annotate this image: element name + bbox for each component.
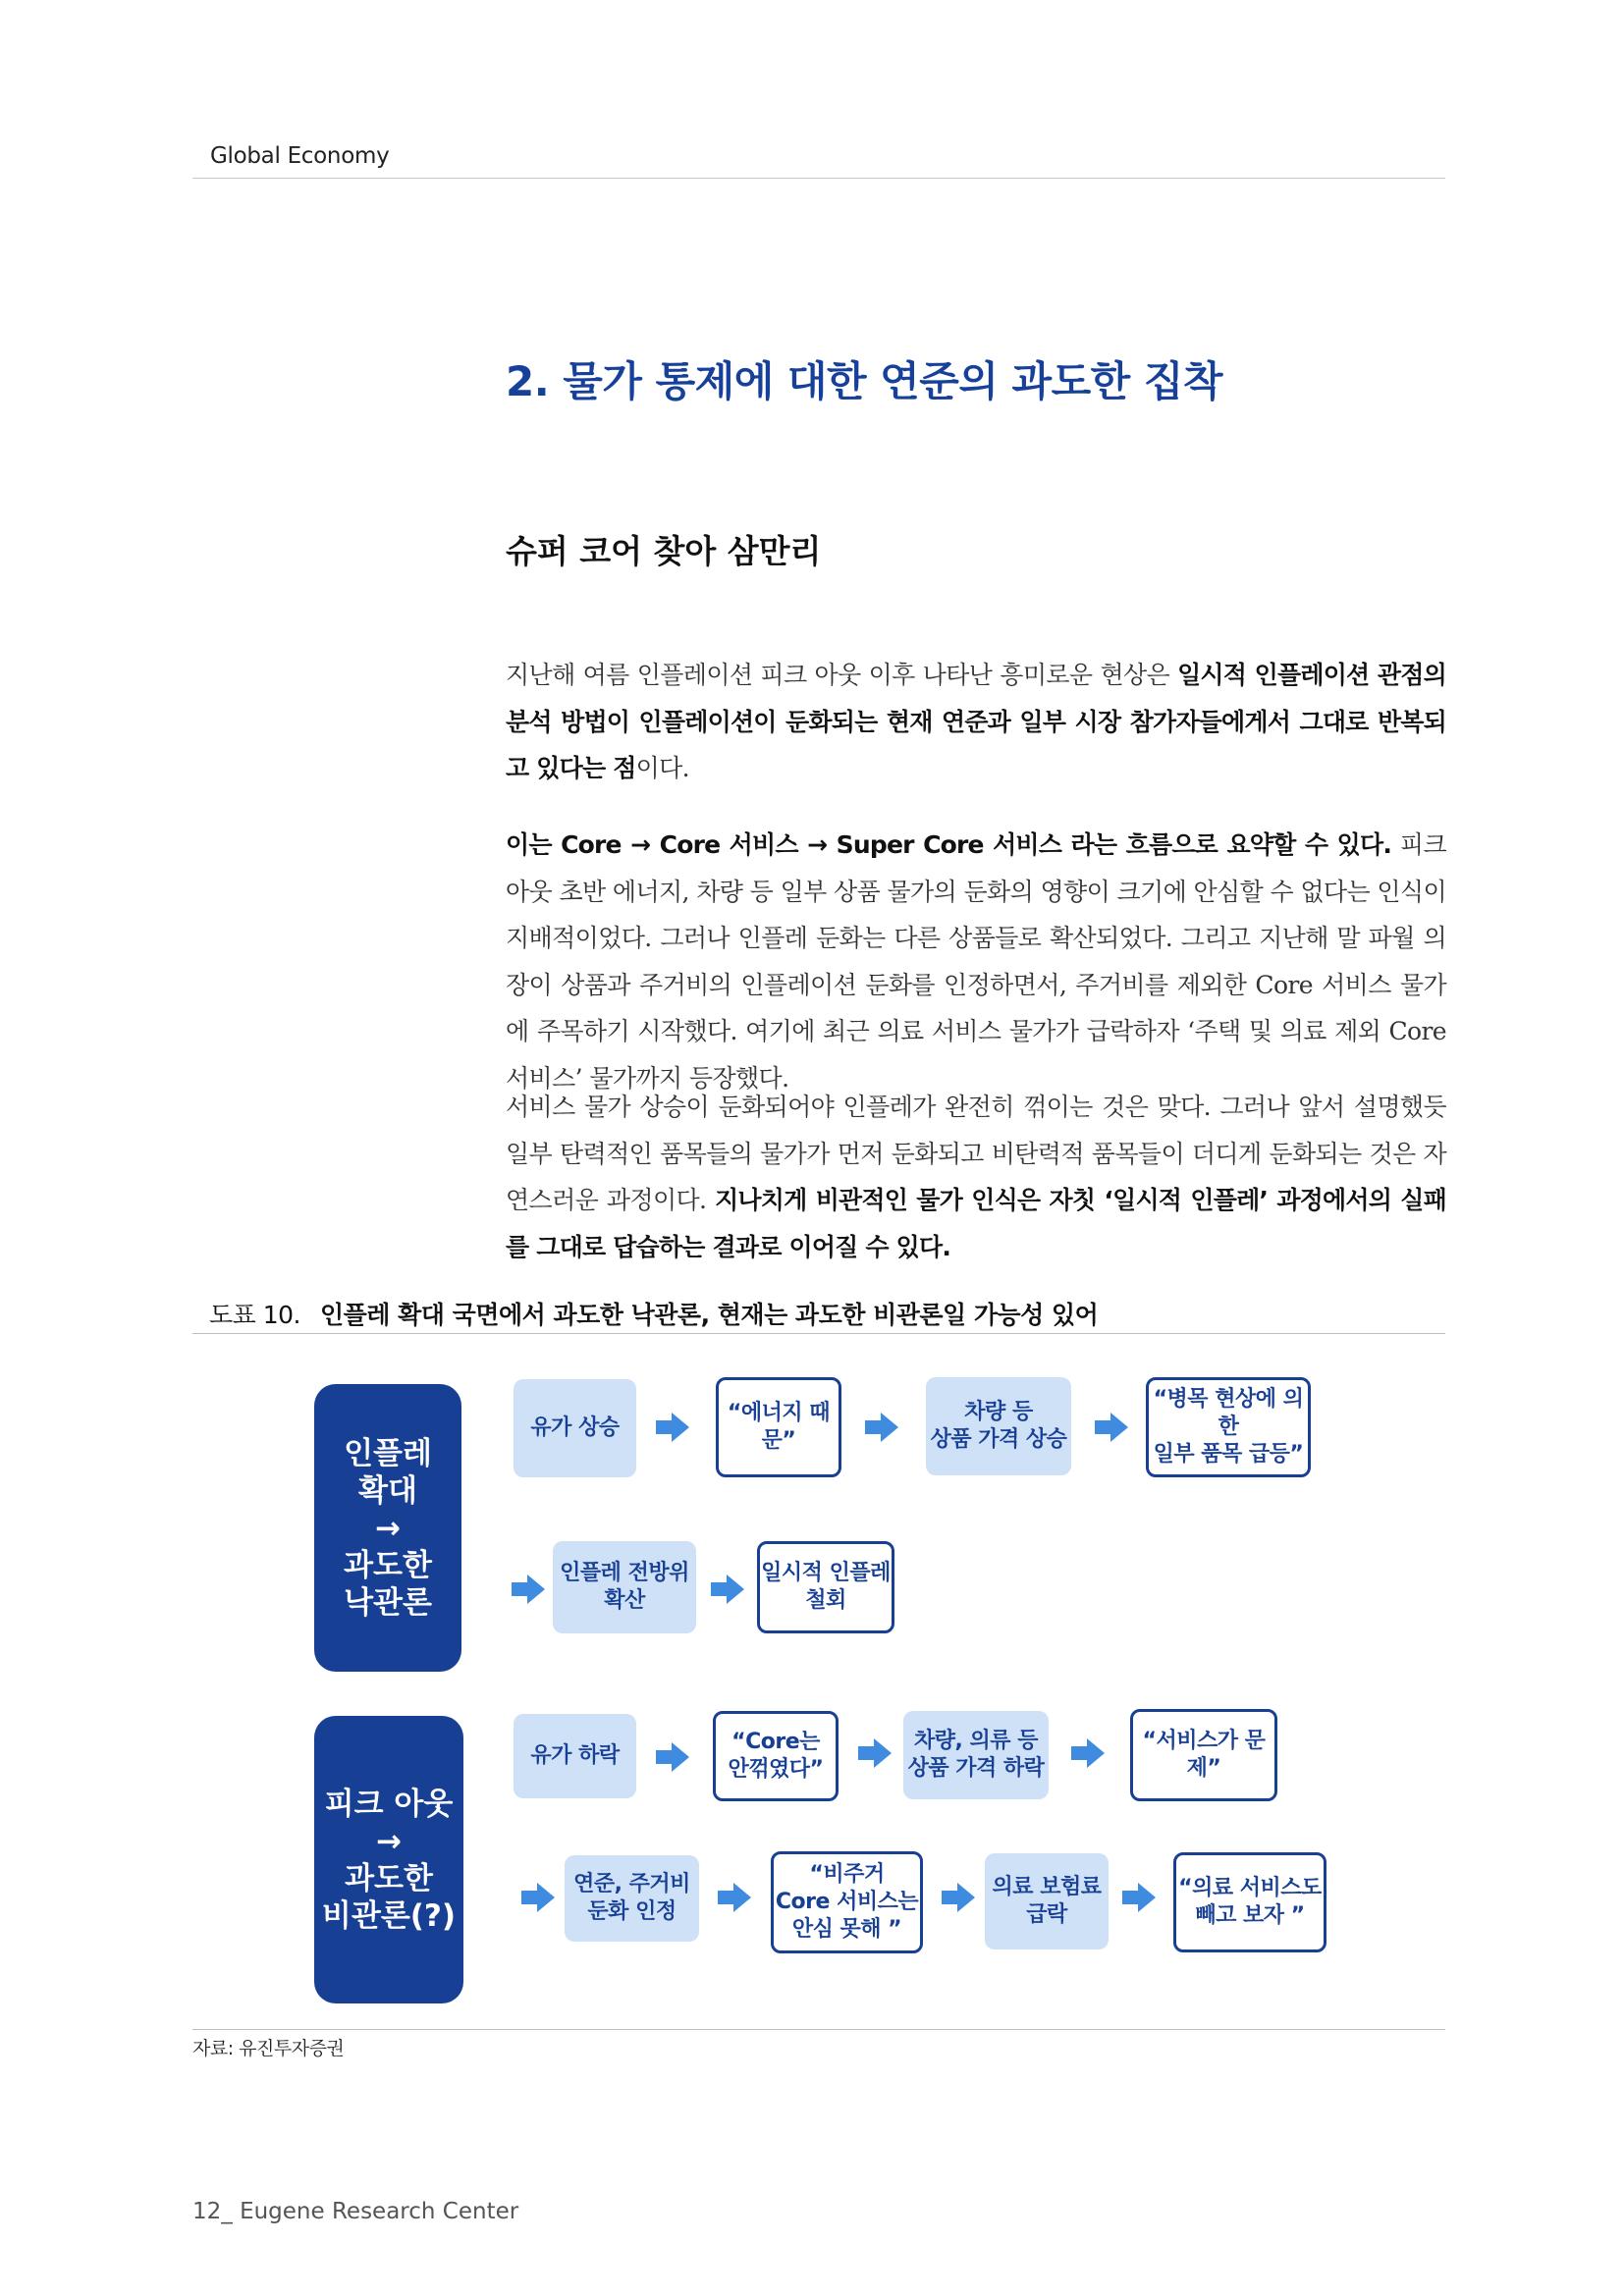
paragraph-1-emphasis: 일시적 인플레이션 관점의 분석 방법이 인플레이션이 둔화되는 현재 연준과 일부 시장 참가자들에게서 그대로 반복되고 있다는 점	[506, 661, 1446, 782]
box-shelter-easing: 연준, 주거비 둔화 인정	[565, 1855, 699, 1942]
figure-divider	[192, 1333, 1445, 1334]
box-medical-insurance-fall: 의료 보험료 급락	[985, 1853, 1109, 1949]
category-optimism: 인플레 확대 → 과도한 낙관론	[314, 1384, 461, 1672]
box-inflation-spread: 인플레 전방위 확산	[553, 1541, 696, 1633]
source-divider	[192, 2029, 1445, 2030]
flow-arrow-icon	[655, 1739, 690, 1775]
paragraph-2	[506, 822, 1446, 1101]
paragraph-3	[506, 1084, 1446, 1270]
box-supercore-quote: “비주거 Core 서비스는 안심 못해 ”	[771, 1851, 923, 1953]
header-label: Global Economy	[210, 143, 390, 169]
flow-arrow-icon	[941, 1880, 976, 1915]
figure-title: 인플레 확대 국면에서 과도한 낙관론, 현재는 과도한 비관론일 가능성 있어	[320, 1301, 1099, 1329]
box-energy-quote: “에너지 때문”	[716, 1377, 841, 1477]
paragraph-1-tail: 이다.	[635, 754, 690, 782]
paragraph-3-text: 서비스 물가 상승이 둔화되어야 인플레가 완전히 꺾이는 것은 맞다. 그러나 앞서 설명했듯 일부 탄력적인 품목들의 물가가 먼저 둔화되고 비탄력적 품목들이 더디게 둔화되는 것은 자연스러운 과정이다.	[506, 1093, 1446, 1214]
paragraph-3-emphasis: 지나치게 비관적인 물가 인식은 자칫 ‘일시적 인플레’ 과정에서의 실패를 그대로 답습하는 결과로 이어질 수 있다.	[506, 1186, 1446, 1261]
box-transitory-withdrawn: 일시적 인플레 철회	[757, 1541, 894, 1633]
box-bottleneck-quote: “병목 현상에 의한 일부 품목 급등”	[1146, 1377, 1311, 1477]
flow-arrow-icon	[1070, 1735, 1106, 1771]
paragraph-2-emphasis: 이는 Core → Core 서비스 → Super Core 서비스 라는 흐름으로 요약할 수 있다.	[506, 830, 1392, 859]
section-title: 2. 물가 통제에 대한 연준의 과도한 집착	[506, 357, 1222, 405]
box-oil-price-fall: 유가 하락	[514, 1714, 636, 1798]
box-oil-price-rise: 유가 상승	[514, 1379, 636, 1477]
box-exclude-medical-quote: “의료 서비스도 빼고 보자 ”	[1173, 1852, 1326, 1952]
flow-arrow-icon	[710, 1572, 745, 1607]
flow-arrow-icon	[864, 1410, 899, 1445]
flow-arrow-icon	[1094, 1410, 1129, 1445]
flow-arrow-icon	[1121, 1880, 1157, 1915]
paragraph-2-text: 피크 아웃 초반 에너지, 차량 등 일부 상품 물가의 둔화의 영향이 크기에 안심할 수 없다는 인식이 지배적이었다. 그러나 인플레 둔화는 다른 상품들로 확산되었다. 그리고 지난해 말 파월 의장이 상품과 주거비의 인플레이션 둔화를 인정하면서, 주거비를 제외한 Core 서비스 물가에 주목하기 시작했다. 여기에 최근 의료 서비스 물가가 급락하자 ‘주택 및 의료 제외 Core 서비스’ 물가까지 등장했다.	[506, 830, 1447, 1093]
header-divider	[192, 178, 1445, 179]
paragraph-1	[506, 652, 1446, 792]
source-note: 자료: 유진투자증권	[192, 2038, 345, 2059]
flow-arrow-icon	[520, 1880, 556, 1915]
flow-arrow-icon	[655, 1410, 690, 1445]
flow-arrow-icon	[511, 1572, 546, 1607]
box-goods-price-rise: 차량 등 상품 가격 상승	[926, 1377, 1071, 1475]
category-pessimism: 피크 아웃 → 과도한 비관론(?)	[314, 1716, 463, 2003]
flow-arrow-icon	[717, 1880, 752, 1915]
box-goods-price-fall: 차량, 의류 등 상품 가격 하락	[903, 1711, 1049, 1799]
figure-caption	[209, 1296, 1098, 1331]
flow-arrow-icon	[857, 1735, 893, 1771]
box-services-problem-quote: “서비스가 문제”	[1130, 1709, 1277, 1801]
figure-number: 도표 10.	[209, 1301, 301, 1329]
box-core-not-broken-quote: “Core는 안꺾였다”	[713, 1711, 839, 1801]
paragraph-1-text: 지난해 여름 인플레이션 피크 아웃 이후 나타난 흥미로운 현상은	[506, 661, 1178, 689]
sub-title: 슈퍼 코어 찾아 삼만리	[506, 532, 822, 570]
page-footer: 12_ Eugene Research Center	[192, 2199, 519, 2224]
